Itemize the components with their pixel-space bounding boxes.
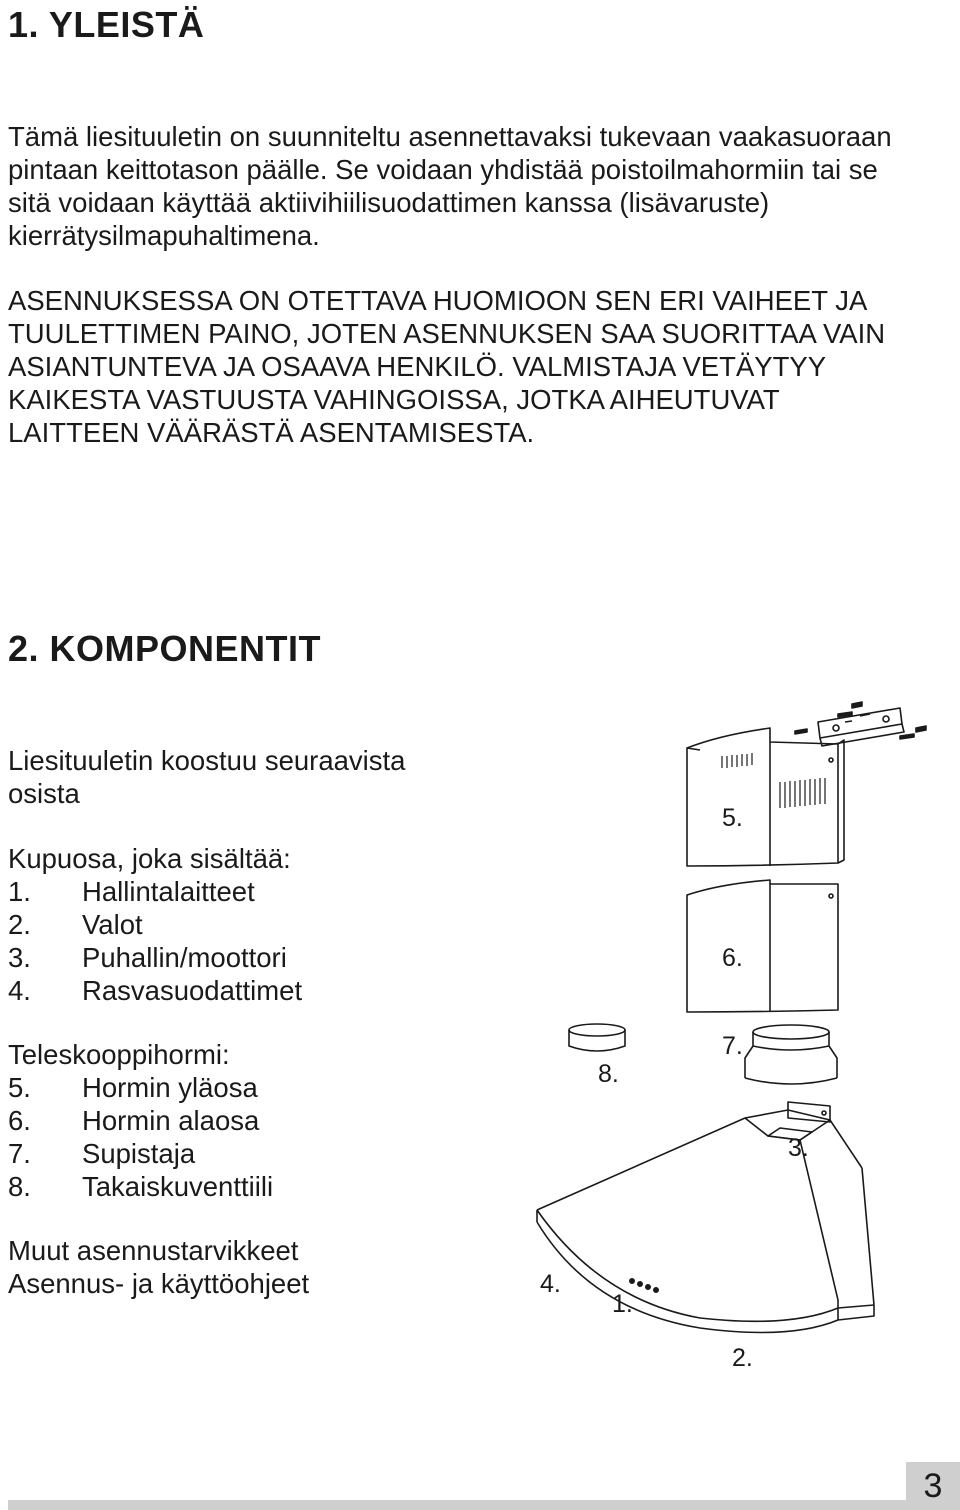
cooker-hood-exploded-diagram [525,700,960,1400]
section-heading-komponentit: 2. KOMPONENTIT [8,628,322,669]
callout-1: 1. [612,1290,633,1318]
item-number: 5. [8,1072,31,1103]
wall-bracket [818,708,904,746]
page-number [906,1462,960,1510]
item-text: Valot [82,909,143,940]
item-number: 2. [8,909,31,940]
hood-parts-list [8,842,488,1007]
intro-paragraph [8,120,892,252]
footer-bar [8,1500,908,1510]
callout-2: 2. [732,1344,753,1372]
lower-chimney [687,880,838,1012]
list-item [8,941,488,974]
non-return-valve [569,1024,625,1051]
page-number-text: 3 [923,1466,943,1505]
chimney-label: Teleskooppihormi: [8,1039,230,1070]
list-text: Asennus- ja käyttöohjeet [8,1268,310,1299]
list-text: Liesituuletin koostuu seuraavista [8,745,406,776]
item-text: Rasvasuodattimet [82,975,303,1006]
item-number: 4. [8,975,31,1006]
item-number: 6. [8,1105,31,1136]
other-items-list [8,1234,488,1300]
item-number: 1. [8,876,31,907]
item-text: Hallintalaitteet [82,876,255,907]
warning-line: KAIKESTA VASTUUSTA VAHINGOISSA, JOTKA AIHEUTUVAT [8,384,780,415]
list-item [8,1104,488,1137]
callout-4: 4. [540,1270,561,1298]
item-text: Hormin alaosa [82,1105,260,1136]
item-number: 7. [8,1138,31,1169]
section-heading-yleista: 1. YLEISTÄ [8,4,205,45]
components-list [8,744,488,810]
item-text: Supistaja [82,1138,196,1169]
item-number: 8. [8,1171,31,1202]
chimney-parts-list [8,1038,488,1203]
upper-chimney [687,728,844,866]
intro-line: sitä voidaan käyttää aktiivihiilisuodattimen kanssa (lisävaruste) [8,187,770,218]
warning-line: ASIANTUNTEVA JA OSAAVA HENKILÖ. VALMISTAJA VETÄYTYY [8,351,827,382]
list-item [8,875,488,908]
list-item [8,974,488,1007]
list-item [8,1137,488,1170]
warning-line: ASENNUKSESSA ON OTETTAVA HUOMIOON SEN ERI VAIHEET JA [8,285,868,316]
warning-line: LAITTEEN VÄÄRÄSTÄ ASENTAMISESTA. [8,417,535,448]
intro-line: kierrätysilmapuhaltimena. [8,220,320,251]
callout-5: 5. [722,804,743,832]
item-text: Hormin yläosa [82,1072,258,1103]
list-text: Muut asennustarvikkeet [8,1235,299,1266]
item-text: Puhallin/moottori [82,942,287,973]
screw-icon [795,702,926,739]
list-item [8,908,488,941]
warning-line: TUULETTIMEN PAINO, JOTEN ASENNUKSEN SAA SUORITTAA VAIN [8,318,886,349]
list-text: osista [8,778,80,809]
control-buttons [630,1279,658,1292]
callout-7: 7. [722,1032,743,1060]
hood-label: Kupuosa, joka sisältää: [8,843,291,874]
hood-canopy [537,1102,874,1333]
reducer [745,1025,837,1084]
warning-paragraph [8,284,885,449]
callout-3: 3. [788,1134,809,1162]
list-item [8,1071,488,1104]
list-item [8,1170,488,1203]
callout-6: 6. [722,944,743,972]
intro-line: pintaan keittotason päälle. Se voidaan yhdistää poistoilmahormiin tai se [8,154,878,185]
intro-line: Tämä liesituuletin on suunniteltu asennettavaksi tukevaan vaakasuoraan [8,121,892,152]
callout-8: 8. [598,1060,619,1088]
item-number: 3. [8,942,31,973]
item-text: Takaiskuventtiili [82,1171,274,1202]
